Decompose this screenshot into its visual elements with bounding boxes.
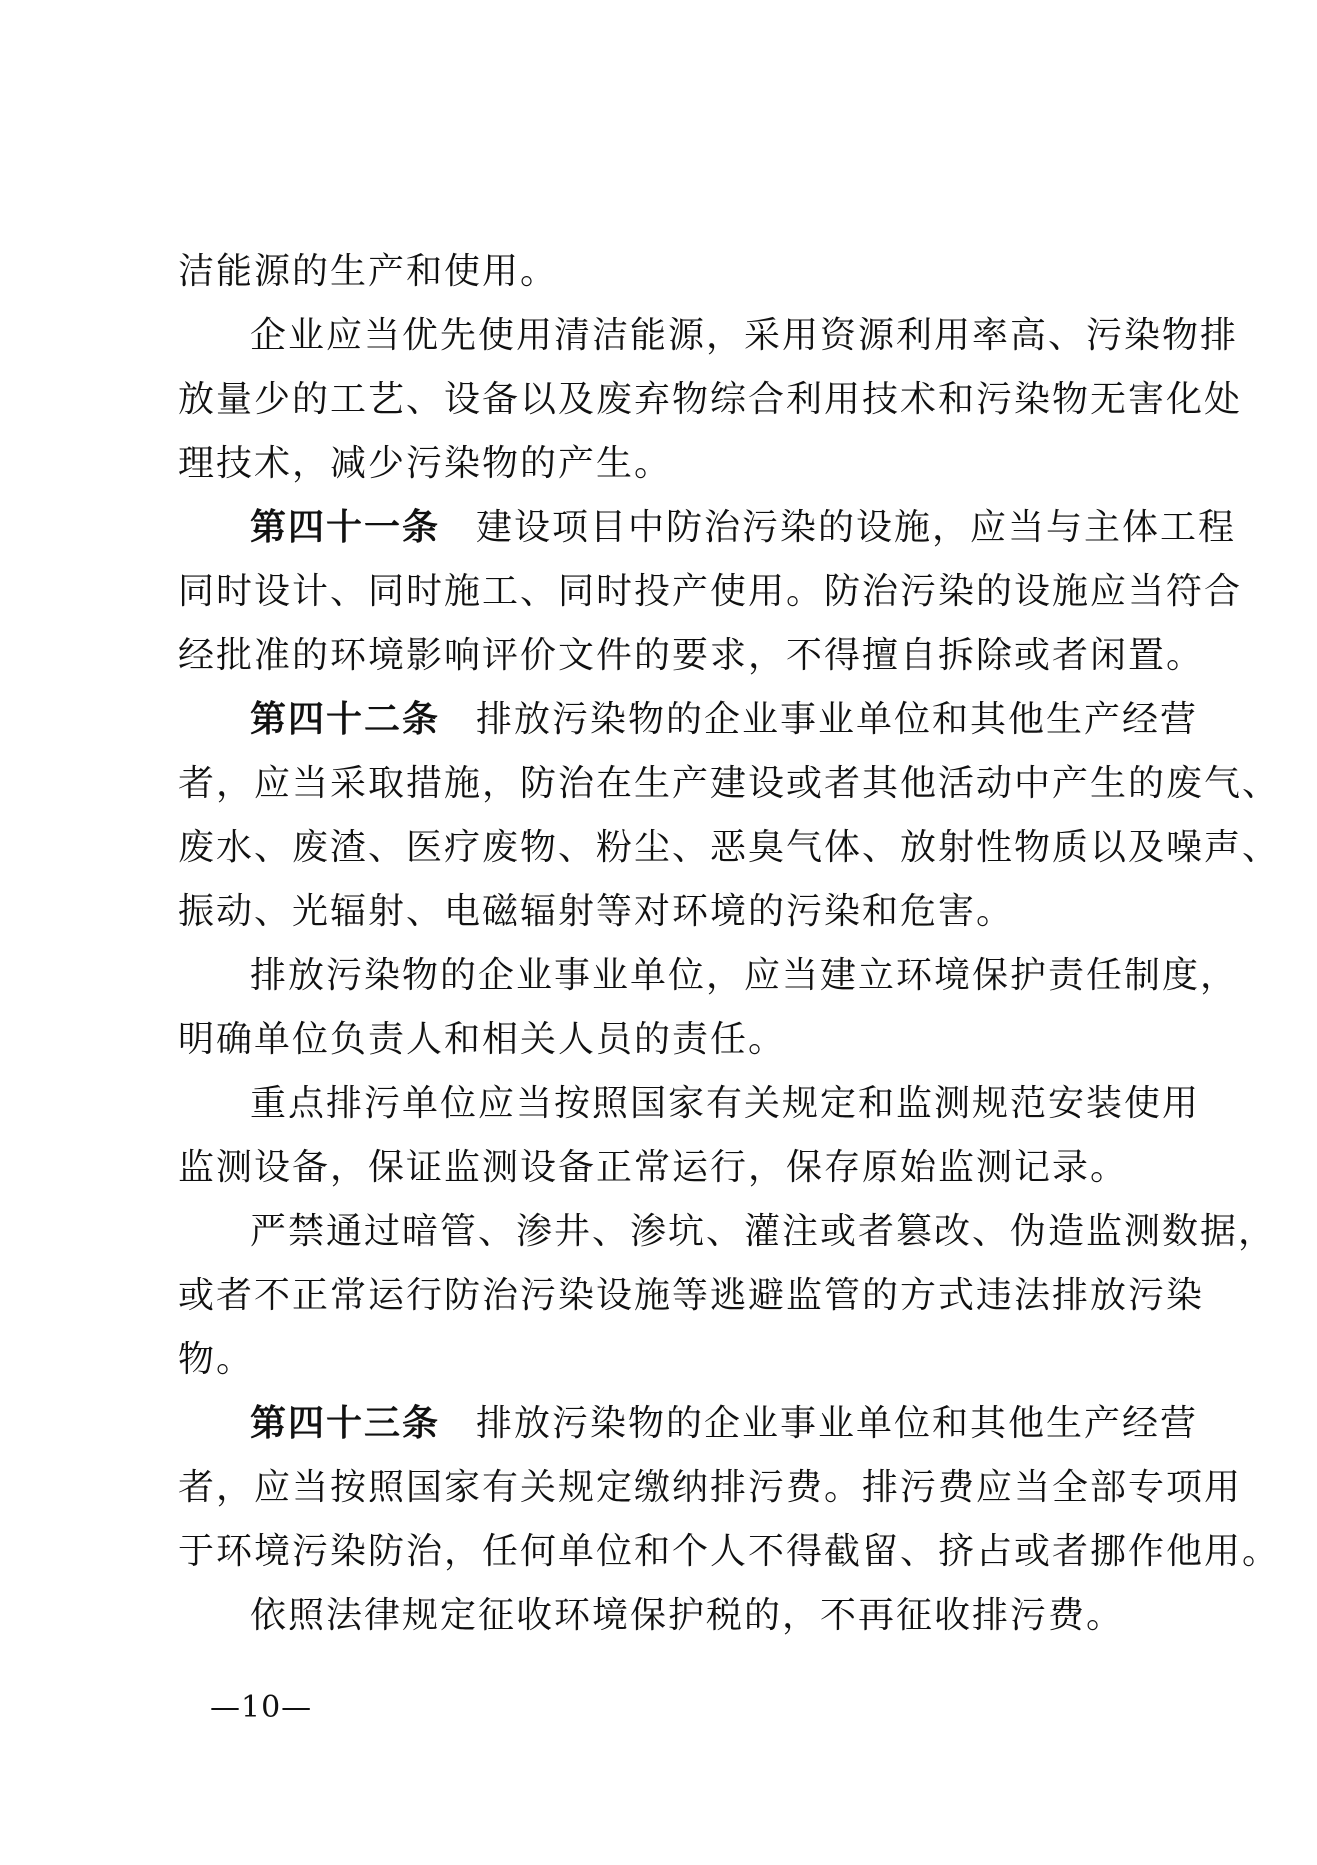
article-text: 建设项目中防治污染的设施，应当与主体工程	[476, 507, 1237, 548]
paragraph-line: 物。	[178, 1339, 255, 1380]
article-text: 排放污染物的企业事业单位和其他生产经营	[476, 699, 1199, 740]
paragraph-line: 企业应当优先使用清洁能源，采用资源利用率高、污染物排	[250, 315, 1239, 356]
page-number: —10—	[210, 1690, 313, 1725]
paragraph-line: 经批准的环境影响评价文件的要求，不得擅自拆除或者闲置。	[178, 635, 1205, 676]
paragraph-line: 或者不正常运行防治污染设施等逃避监管的方式违法排放污染	[178, 1275, 1205, 1316]
paragraph-line: 者，应当采取措施，防治在生产建设或者其他活动中产生的废气、	[178, 763, 1281, 804]
paragraph-line: 废水、废渣、医疗废物、粉尘、恶臭气体、放射性物质以及噪声、	[178, 827, 1281, 868]
paragraph-line: 明确单位负责人和相关人员的责任。	[178, 1019, 787, 1060]
article-heading: 第四十一条	[250, 507, 441, 548]
paragraph-line: 于环境污染防治，任何单位和个人不得截留、挤占或者挪作他用。	[178, 1531, 1281, 1572]
paragraph-line: 监测设备，保证监测设备正常运行，保存原始监测记录。	[178, 1147, 1129, 1188]
paragraph-line: 同时设计、同时施工、同时投产使用。防治污染的设施应当符合	[178, 571, 1243, 612]
article-41-first-line	[178, 496, 1237, 560]
paragraph-line: 洁能源的生产和使用。	[178, 251, 559, 292]
article-text: 排放污染物的企业事业单位和其他生产经营	[476, 1403, 1199, 1444]
paragraph-line: 重点排污单位应当按照国家有关规定和监测规范安装使用	[250, 1083, 1201, 1124]
paragraph-line: 放量少的工艺、设备以及废弃物综合利用技术和污染物无害化处	[178, 379, 1243, 420]
paragraph-line: 振动、光辐射、电磁辐射等对环境的污染和危害。	[178, 891, 1015, 932]
paragraph-line: 严禁通过暗管、渗井、渗坑、灌注或者篡改、伪造监测数据，	[250, 1211, 1277, 1252]
article-42-first-line	[178, 688, 1199, 752]
paragraph-line: 者，应当按照国家有关规定缴纳排污费。排污费应当全部专项用	[178, 1467, 1243, 1508]
paragraph-line: 排放污染物的企业事业单位，应当建立环境保护责任制度，	[250, 955, 1239, 996]
paragraph-line: 理技术，减少污染物的产生。	[178, 443, 673, 484]
article-43-first-line	[178, 1392, 1199, 1456]
paragraph-line: 依照法律规定征收环境保护税的，不再征收排污费。	[250, 1595, 1125, 1636]
document-body	[178, 240, 1281, 1648]
article-heading: 第四十三条	[250, 1403, 441, 1444]
article-heading: 第四十二条	[250, 699, 441, 740]
